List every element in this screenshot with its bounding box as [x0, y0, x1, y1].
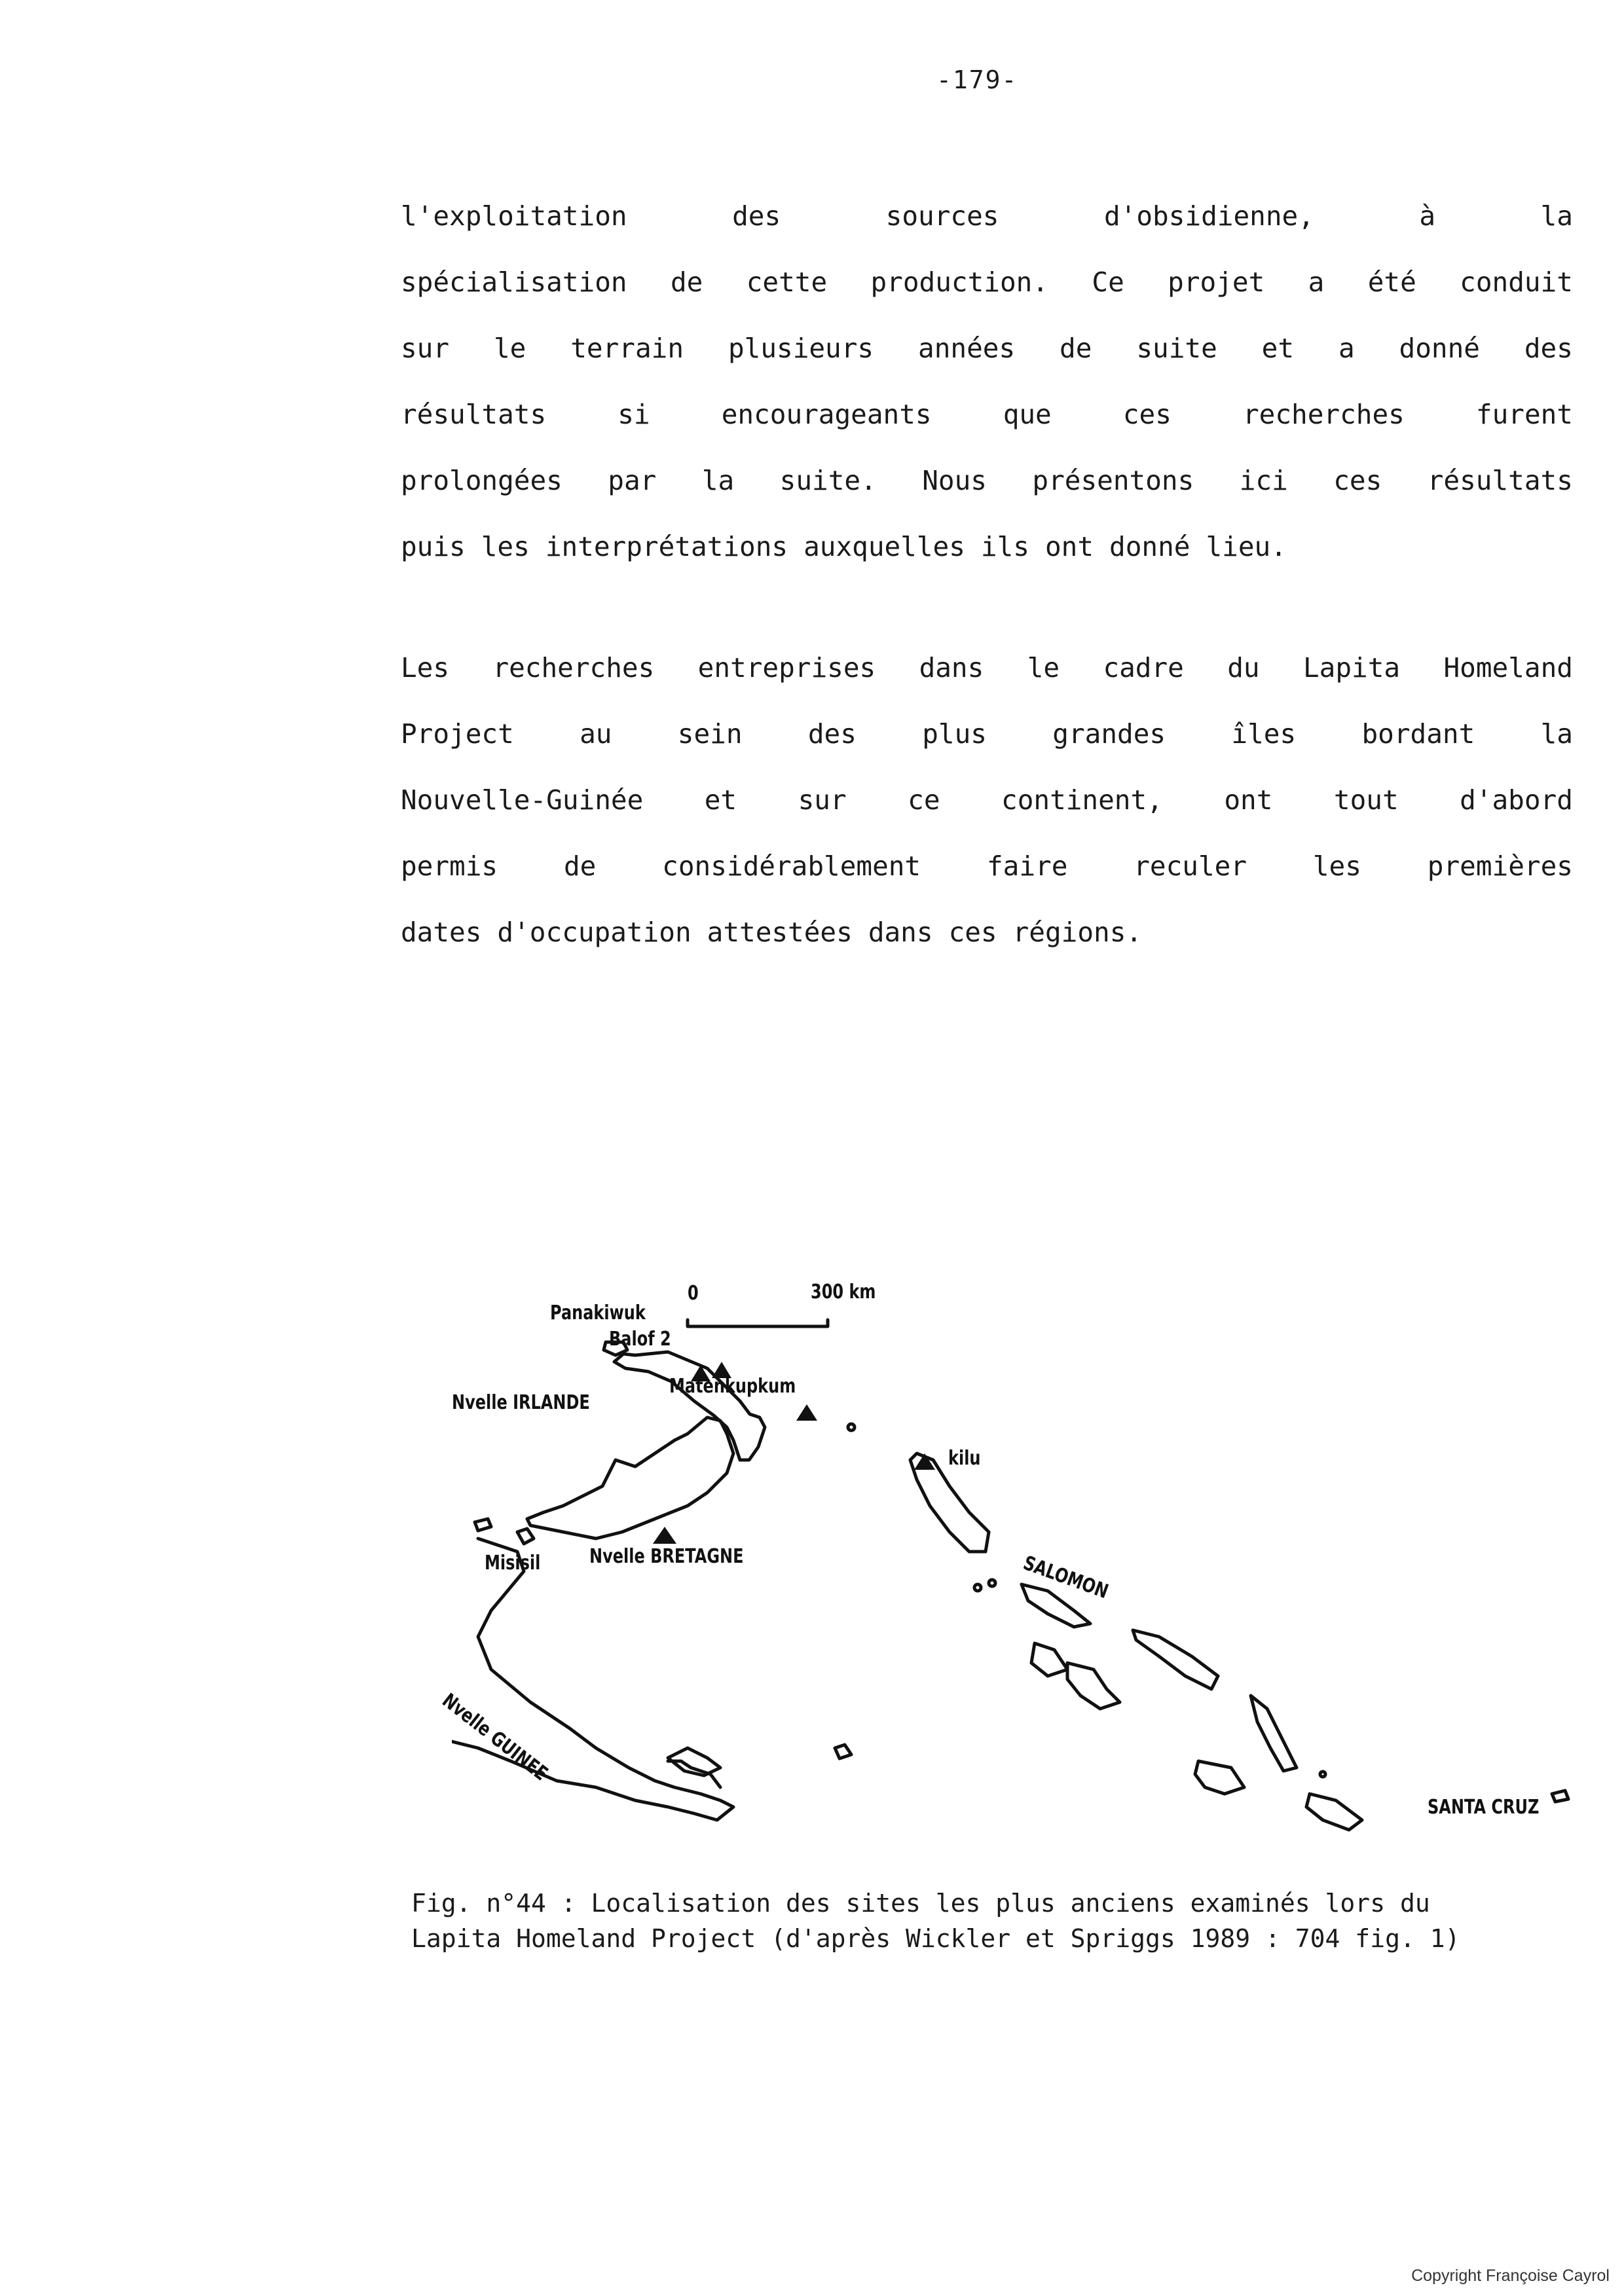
- word: reculer: [1134, 850, 1247, 882]
- paragraph-line: [401, 833, 1573, 900]
- word: a: [1338, 333, 1355, 364]
- paragraph-line: [401, 183, 1573, 249]
- site-marker-icon: [796, 1404, 817, 1421]
- site-marker-icon: [653, 1527, 676, 1544]
- site-label-panakiwuk: Panakiwuk: [550, 1302, 646, 1324]
- word: des: [732, 200, 781, 232]
- word: été: [1367, 266, 1416, 298]
- site-label-balof: Balof 2: [609, 1328, 671, 1351]
- site-label-kilu: kilu: [948, 1447, 981, 1470]
- word: premières: [1427, 850, 1573, 882]
- word: présentons: [1032, 465, 1194, 496]
- word: cadre: [1103, 652, 1184, 683]
- word: recherches: [492, 652, 655, 683]
- word: les: [481, 531, 530, 562]
- word: Nouvelle-Guinée: [401, 784, 644, 816]
- paragraph-line: [401, 514, 1573, 580]
- word: entreprises: [697, 652, 876, 683]
- word: prolongées: [401, 465, 563, 496]
- word: l'exploitation: [401, 200, 627, 232]
- scale-max-label: 300 km: [811, 1281, 876, 1303]
- word: le: [1027, 652, 1060, 683]
- word: cette: [746, 266, 828, 298]
- figure-caption: Fig. n°44 : Localisation des sites les plus anciens examinés lors du Lapita Homeland Project (d'après Wickler et Spriggs 1989 : 704 fig. 1): [411, 1889, 1460, 1953]
- word: Ce: [1092, 266, 1124, 298]
- word: la: [1540, 718, 1573, 750]
- word: conduit: [1460, 266, 1573, 298]
- word: terrain: [570, 333, 684, 364]
- word: interprétations: [545, 531, 788, 562]
- word: permis: [401, 850, 498, 882]
- word: que: [1003, 399, 1052, 430]
- region-label-salomon: SALOMON: [1020, 1552, 1111, 1604]
- site-label-misisil: Misisil: [485, 1552, 541, 1575]
- word: a: [1308, 266, 1325, 298]
- word: les: [1312, 850, 1361, 882]
- word: ici: [1239, 465, 1288, 496]
- word: Les: [401, 652, 450, 683]
- word: et: [704, 784, 737, 816]
- map-figure: [437, 1244, 1578, 1833]
- paragraph-line: [401, 767, 1573, 833]
- word: Homeland: [1443, 652, 1573, 683]
- word: continent,: [1001, 784, 1163, 816]
- word: d'obsidienne,: [1103, 200, 1314, 232]
- word: grandes: [1052, 718, 1166, 750]
- paragraph-line: [401, 635, 1573, 701]
- word: considérablement: [662, 850, 921, 882]
- word: d'occupation: [497, 917, 692, 948]
- word: sein: [677, 718, 743, 750]
- word: la: [701, 465, 735, 496]
- word: et: [1261, 333, 1295, 364]
- word: des: [1524, 333, 1573, 364]
- word: résultats: [401, 399, 547, 430]
- word: résultats: [1427, 465, 1573, 496]
- word: recherches: [1242, 399, 1405, 430]
- word: sur: [401, 333, 450, 364]
- word: puis: [401, 531, 466, 562]
- scale-zero-label: 0: [688, 1282, 699, 1305]
- page-number: -179-: [936, 65, 1018, 94]
- paragraph-line: [401, 900, 1573, 966]
- site-marker-icon: [914, 1453, 935, 1470]
- region-label-guinee: Nvelle GUINEE: [437, 1689, 552, 1786]
- word: ont: [1044, 531, 1094, 562]
- word: donné: [1399, 333, 1480, 364]
- word: régions.: [1012, 917, 1143, 948]
- word: des: [807, 718, 857, 750]
- word: ce: [908, 784, 940, 816]
- word: dans: [868, 917, 933, 948]
- region-label-irlande: Nvelle IRLANDE: [452, 1391, 590, 1414]
- word: par: [608, 465, 657, 496]
- word: dates: [401, 917, 482, 948]
- paragraph-line: [401, 448, 1573, 514]
- word: à: [1419, 200, 1436, 232]
- word: plus: [922, 718, 987, 750]
- word: le: [493, 333, 526, 364]
- word: îles: [1231, 718, 1297, 750]
- word: d'abord: [1460, 784, 1573, 816]
- word: Project: [401, 718, 514, 750]
- word: années: [918, 333, 1016, 364]
- word: suite.: [779, 465, 877, 496]
- word: de: [1060, 333, 1092, 364]
- word: suite: [1136, 333, 1217, 364]
- paragraph-line: [401, 249, 1573, 316]
- word: de: [670, 266, 703, 298]
- paragraph-line: [401, 382, 1573, 448]
- site-label-matenkupkum: Matenkupkum: [669, 1375, 796, 1398]
- word: sur: [798, 784, 847, 816]
- word: au: [580, 718, 612, 750]
- word: tout: [1333, 784, 1399, 816]
- word: plusieurs: [728, 333, 874, 364]
- word: Lapita: [1302, 652, 1401, 683]
- copyright-notice: Copyright Françoise Cayrol: [1411, 2267, 1610, 2285]
- word: sources: [885, 200, 999, 232]
- word: lieu.: [1206, 531, 1287, 562]
- word: dans: [919, 652, 984, 683]
- word: si: [618, 399, 650, 430]
- word: faire: [986, 850, 1068, 882]
- word: ces: [1122, 399, 1172, 430]
- word: attestées: [707, 917, 853, 948]
- word: encourageants: [721, 399, 932, 430]
- word: de: [563, 850, 597, 882]
- word: donné: [1109, 531, 1190, 562]
- word: projet: [1168, 266, 1265, 298]
- word: ces: [948, 917, 997, 948]
- word: production.: [870, 266, 1049, 298]
- region-label-bretagne: Nvelle BRETAGNE: [589, 1545, 744, 1568]
- paragraph-1: [401, 183, 1573, 580]
- region-label-santa-cruz: SANTA CRUZ: [1428, 1796, 1540, 1819]
- word: ils: [980, 531, 1029, 562]
- word: du: [1227, 652, 1260, 683]
- paragraph-line: [401, 701, 1573, 767]
- paragraph-line: [401, 316, 1573, 382]
- word: auxquelles: [803, 531, 965, 562]
- word: ces: [1333, 465, 1382, 496]
- word: bordant: [1361, 718, 1475, 750]
- word: ont: [1224, 784, 1273, 816]
- word: furent: [1475, 399, 1573, 430]
- word: spécialisation: [401, 266, 627, 298]
- paragraph-2: [401, 635, 1573, 966]
- word: Nous: [922, 465, 987, 496]
- word: la: [1540, 200, 1573, 232]
